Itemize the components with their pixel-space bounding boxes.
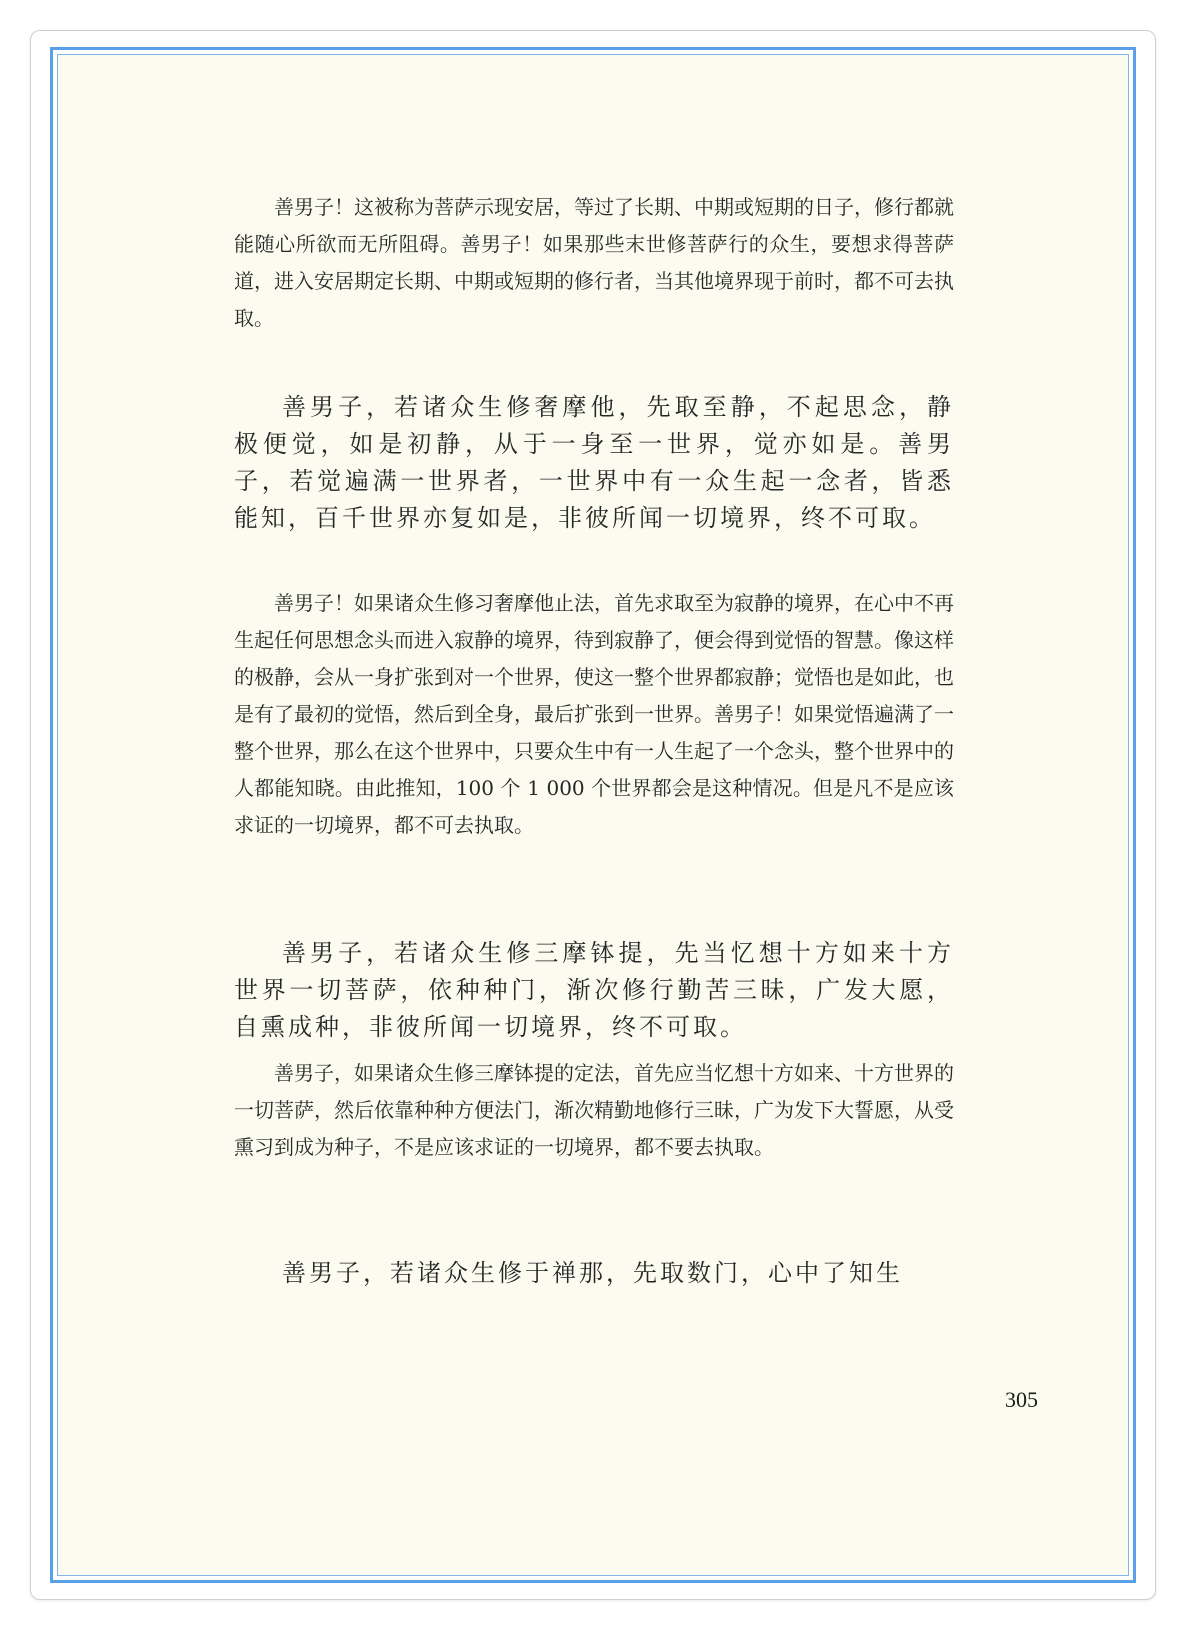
translation-paragraph: 善男子，如果诸众生修三摩钵提的定法，首先应当忆想十方如来、十方世界的一切菩萨，然后依靠种种方便法门，渐次精勤地修行三昧，广为发下大誓愿，从受熏习到成为种子，不是应该求证的一切境界，都不要去执取。 <box>234 1061 954 1159</box>
original-text-paragraph: 善男子，若诸众生修于禅那，先取数门，心中了知生 <box>282 1259 903 1287</box>
book-page <box>57 54 1129 1576</box>
original-text-paragraph: 善男子，若诸众生修奢摩他，先取至静，不起思念，静极便觉，如是初静，从于一身至一世界，觉亦如是。善男子，若觉遍满一世界者，一世界中有一众生起一念者，皆悉能知，百千世界亦复如是，非彼所闻一切境界，终不可取。 <box>234 393 954 532</box>
translation-paragraph: 善男子！如果诸众生修习奢摩他止法，首先求取至为寂静的境界，在心中不再生起任何思想念头而进入寂静的境界，待到寂静了，便会得到觉悟的智慧。像这样的极静，会从一身扩张到对一个世界，使这一整个世界都寂静；觉悟也是如此，也是有了最初的觉悟，然后到全身，最后扩张到一世界。善男子！如果觉悟遍满了一整个世界，那么在这个世界中，只要众生中有一人生起了一个念头，整个世界中的人都能知晓。由此推知，100 个 1 000 个世界都会是这种情况。但是凡不是应该求证的一切境界，都不可去执取。 <box>234 591 954 837</box>
translation-paragraph: 善男子！这被称为菩萨示现安居，等过了长期、中期或短期的日子，修行都就能随心所欲而无所阻碍。善男子！如果那些末世修菩萨行的众生，要想求得菩萨道，进入安居期定长期、中期或短期的修行者，当其他境界现于前时，都不可去执取。 <box>234 195 954 330</box>
page-number: 305 <box>1005 1387 1038 1412</box>
original-text-paragraph: 善男子，若诸众生修三摩钵提，先当忆想十方如来十方世界一切菩萨，依种种门，渐次修行勤苦三昧，广发大愿，自熏成种，非彼所闻一切境界，终不可取。 <box>234 939 954 1041</box>
